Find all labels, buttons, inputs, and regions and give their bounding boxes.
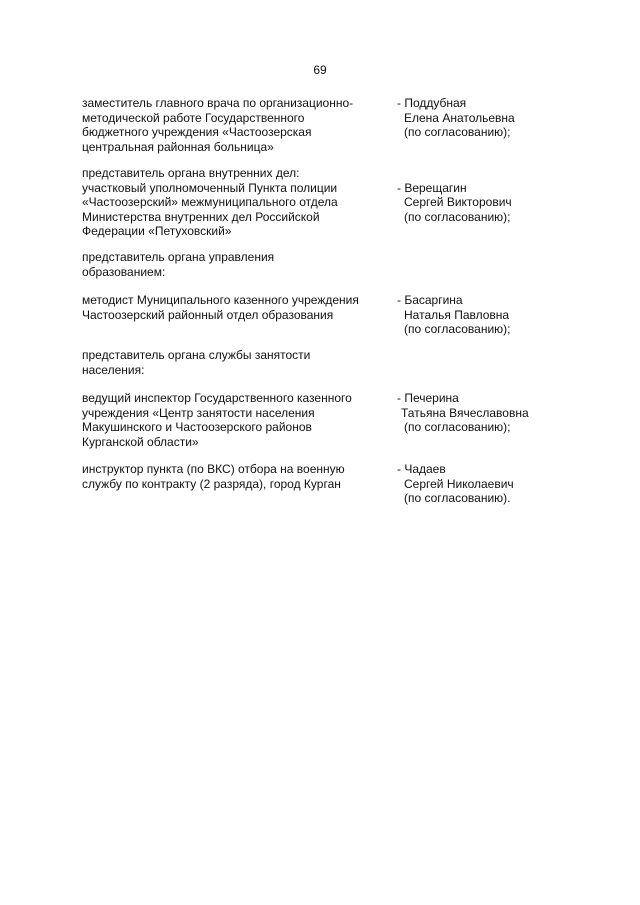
entry-position: [82, 166, 382, 239]
position-line: «Частоозерский» межмуниципального отдела: [82, 195, 338, 210]
position-line: участковый уполномоченный Пункта полиции: [82, 180, 338, 195]
position-line: представитель органа службы занятости: [82, 348, 311, 362]
person-note: (по согласованию);: [404, 322, 511, 337]
person-surname: - Верещагин: [397, 180, 467, 195]
person-note: (по согласованию).: [404, 491, 511, 506]
entry-person: [397, 181, 557, 225]
entry-person: [397, 293, 557, 337]
entry-person: [397, 462, 557, 506]
position-line: представитель органа управления: [82, 250, 275, 264]
person-surname: - Басаргина: [397, 293, 463, 307]
entry-position: [82, 293, 382, 322]
entry-position: [82, 250, 382, 279]
person-note: (по согласованию);: [404, 125, 511, 140]
position-line: Частоозерский районный отдел образования: [82, 307, 334, 322]
position-line: методической работе Государственного: [82, 110, 305, 125]
person-surname: - Поддубная: [397, 96, 467, 110]
position-line: учреждения «Центр занятости населения: [82, 405, 315, 420]
page-number: 69: [313, 63, 327, 77]
position-line: Макушинского и Частоозерского районов: [82, 420, 312, 435]
entry-position: [82, 462, 382, 491]
entry-person: [397, 391, 557, 435]
person-name: Елена Анатольевна: [404, 110, 515, 125]
entry-person: [397, 96, 557, 140]
person-name: Сергей Викторович: [404, 195, 512, 210]
position-line: образованием:: [82, 264, 166, 279]
position-line: центральная районная больница»: [82, 139, 274, 154]
position-line: Министерства внутренних дел Российской: [82, 209, 320, 224]
person-name: Татьяна Вячеславовна: [401, 405, 529, 420]
position-line: Федерации «Петуховский»: [82, 224, 232, 239]
position-line: представитель органа внутренних дел:: [82, 166, 300, 180]
position-line: населения:: [82, 362, 145, 377]
entry-position: [82, 348, 382, 377]
entry-position: [82, 96, 382, 154]
person-name: Наталья Павловна: [404, 307, 510, 322]
person-name: Сергей Николаевич: [404, 476, 514, 491]
position-line: заместитель главного врача по организационно-: [82, 96, 354, 110]
person-surname: - Печерина: [397, 391, 459, 405]
position-line: методист Муниципального казенного учреждения: [82, 293, 359, 307]
person-surname: - Чадаев: [397, 462, 446, 476]
position-line: инструктор пункта (по ВКС) отбора на военную: [82, 462, 345, 476]
person-note: (по согласованию);: [404, 209, 511, 224]
position-line: службу по контракту (2 разряда), город Курган: [82, 476, 341, 491]
person-note: (по согласованию);: [404, 420, 511, 435]
position-line: бюджетного учреждения «Частоозерская: [82, 125, 312, 140]
position-line: ведущий инспектор Государственного казенного: [82, 391, 352, 405]
entry-position: [82, 391, 382, 449]
position-line: Курганской области»: [82, 434, 199, 449]
